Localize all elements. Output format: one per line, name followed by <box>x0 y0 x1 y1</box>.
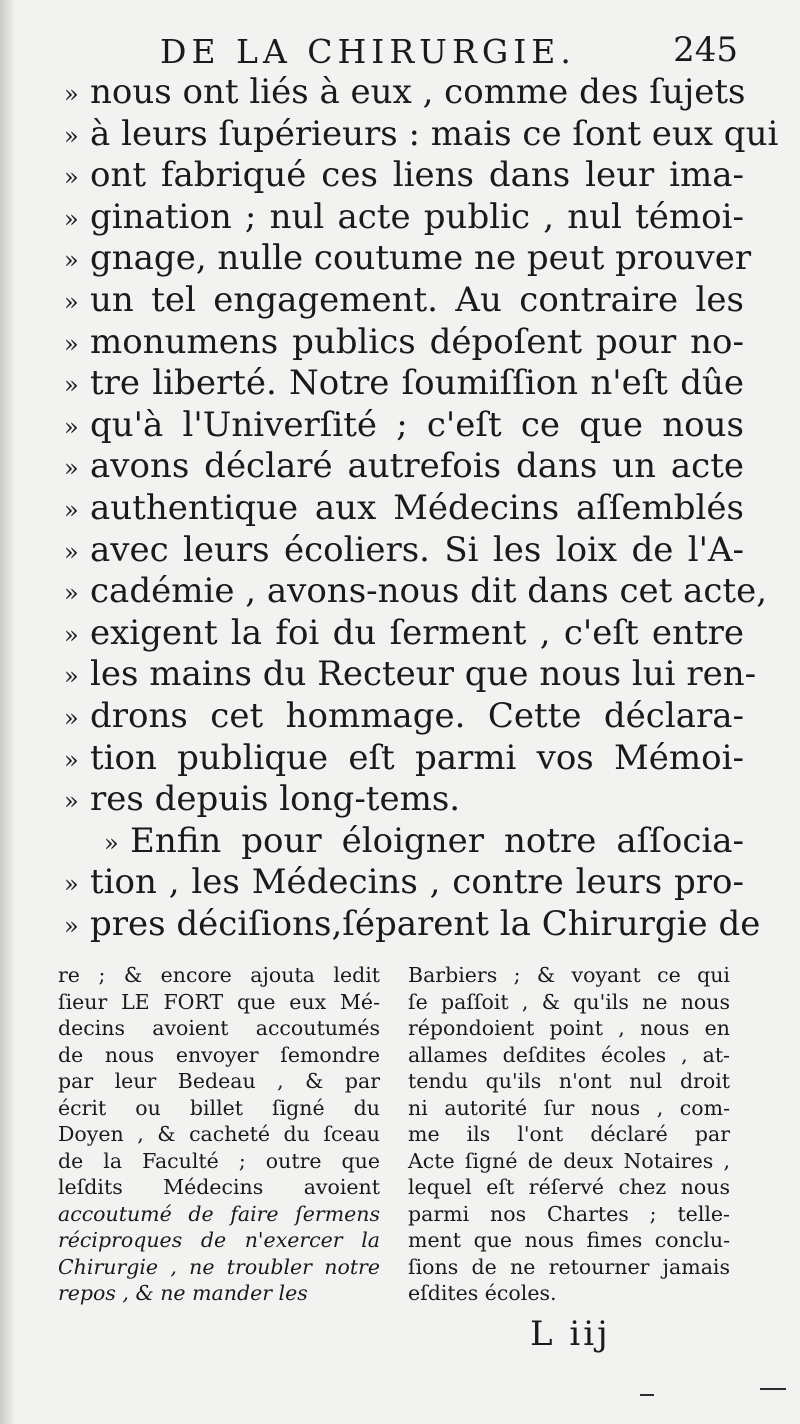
line-text: qu'à l'Univerſité ; c'eſt ce que nous <box>90 404 744 445</box>
line-text: avons déclaré autrefois dans un acte <box>90 446 744 487</box>
quote-mark: » <box>64 454 79 483</box>
text-line <box>64 571 767 613</box>
footnote-line: me ils l'ont déclaré par <box>408 1122 730 1146</box>
quote-mark: » <box>64 745 79 774</box>
footnote-line: re ; & encore ajouta ledit <box>58 963 380 987</box>
line-text: gination ; nul acte public , nul témoi- <box>90 196 744 237</box>
line-text: tion , les Médecins , contre leurs pro- <box>90 862 744 903</box>
main-text-block <box>64 72 779 945</box>
footnote-line: ni autorité ſur nous , com- <box>408 1095 730 1120</box>
page-header <box>160 26 760 76</box>
quote-mark: » <box>64 163 79 192</box>
line-text: tion publique eſt parmi vos Mémoi- <box>90 737 744 778</box>
quote-mark: » <box>64 204 79 233</box>
quote-mark: » <box>64 579 79 608</box>
text-line <box>64 322 744 364</box>
text-line <box>64 363 744 405</box>
page-number: 245 <box>673 30 738 70</box>
line-text: drons cet hommage. Cette déclara- <box>90 695 744 736</box>
footnote-line: de nous envoyer ſemondre <box>58 1042 380 1067</box>
quote-mark: » <box>64 911 79 940</box>
text-line <box>64 903 761 946</box>
line-text: gnage, nulle coutume ne peut prouver <box>90 238 752 279</box>
edge-mark <box>760 1388 786 1390</box>
quote-mark: » <box>104 828 119 857</box>
quote-mark: » <box>64 246 79 275</box>
text-line <box>64 821 744 863</box>
footnote-column-left <box>58 962 380 1307</box>
quote-mark: » <box>64 80 79 108</box>
footnote-line: Chirurgie , ne troubler notre <box>58 1254 380 1279</box>
footnote-line: ſions de ne retourner jamais <box>408 1254 730 1279</box>
line-text: pres déciſions,ſéparent la Chirurgie de <box>90 903 761 944</box>
text-line <box>64 488 744 530</box>
footnote-line: parmi nos Chartes ; telle- <box>408 1201 730 1226</box>
footnote-line: lequel eſt réſervé chez nous <box>408 1175 730 1199</box>
footnote-line: leſdits Médecins avoient <box>58 1175 380 1199</box>
text-line <box>64 696 744 738</box>
running-head: DE LA CHIRURGIE. <box>160 32 576 71</box>
line-text: res depuis long-tems. <box>90 779 461 820</box>
footnote-line: ſieur LE FORT que eux Mé- <box>58 989 380 1014</box>
quote-mark: » <box>64 620 79 649</box>
text-line <box>64 654 757 696</box>
text-line <box>64 280 744 322</box>
text-line <box>64 155 744 197</box>
footnote-line: réciproques de n'exercer la <box>58 1228 380 1252</box>
edge-mark <box>640 1394 654 1396</box>
footnote-line: Barbiers ; & voyant ce qui <box>408 963 730 987</box>
line-text: les mains du Recteur que nous lui ren- <box>90 654 757 695</box>
text-line <box>64 113 779 156</box>
line-text: un tel engagement. Au contraire les <box>90 279 744 320</box>
footnote-line: decins avoient accoutumés <box>58 1016 380 1040</box>
footnote-line: Acte ſigné de deux Notaires , <box>408 1148 730 1173</box>
signature-mark: L iij <box>530 1314 611 1354</box>
page-gutter-shadow <box>0 0 14 1424</box>
quote-mark: » <box>64 287 79 316</box>
line-text: exigent la foi du ſerment , c'eſt entre <box>90 612 744 653</box>
quote-mark: » <box>64 537 79 566</box>
line-text: à leurs ſupérieurs : mais ce ſont eux qui <box>90 113 779 154</box>
footnote-block <box>58 962 744 1322</box>
text-line <box>64 738 744 780</box>
quote-mark: » <box>64 121 79 150</box>
quote-mark: » <box>64 870 79 899</box>
line-text: tre liberté. Notre ſoumiſſion n'eſt dûe <box>90 363 744 404</box>
text-line <box>64 405 744 447</box>
line-text: nous ont liés à eux , comme des ſujets <box>90 72 746 112</box>
footnote-line: répondoient point , nous en <box>408 1016 730 1040</box>
footnote-line: de la Faculté ; outre que <box>58 1148 380 1173</box>
text-line <box>64 779 744 821</box>
text-line <box>64 446 744 488</box>
line-text: authentique aux Médecins aſſemblés <box>90 487 744 528</box>
text-line <box>64 238 752 280</box>
footnote-line: ment que nous fimes conclu- <box>408 1228 730 1252</box>
footnote-line: écrit ou billet ſigné du <box>58 1095 380 1120</box>
line-text: Enfin pour éloigner notre aſſocia- <box>130 820 744 861</box>
quote-mark: » <box>64 662 79 691</box>
quote-mark: » <box>64 787 79 816</box>
footnote-line: repos , & ne mander les <box>58 1281 308 1305</box>
footnote-line: Doyen , & cacheté du ſceau <box>58 1122 380 1146</box>
line-text: monumens publics dépoſent pour no- <box>90 321 744 362</box>
line-text: avec leurs écoliers. Si les loix de l'A- <box>90 529 744 570</box>
text-line <box>64 530 744 572</box>
quote-mark: » <box>64 412 79 441</box>
footnote-column-right <box>408 962 730 1307</box>
footnote-line: allames deſdites écoles , at- <box>408 1042 730 1067</box>
line-text: cadémie , avons-nous dit dans cet acte, <box>90 571 767 612</box>
quote-mark: » <box>64 703 79 732</box>
footnote-line: par leur Bedeau , & par <box>58 1069 380 1093</box>
text-line <box>64 197 744 239</box>
footnote-line: eſdites écoles. <box>408 1281 557 1305</box>
footnote-line: accoutumé de faire ſermens <box>58 1201 380 1226</box>
footnote-line: ſe paſſoit , & qu'ils ne nous <box>408 989 730 1014</box>
text-line <box>64 862 744 904</box>
quote-mark: » <box>64 495 79 524</box>
line-text: ont fabriqué ces liens dans leur ima- <box>90 155 744 196</box>
text-line <box>64 613 744 655</box>
quote-mark: » <box>64 371 79 400</box>
footnote-line: tendu qu'ils n'ont nul droit <box>408 1069 730 1093</box>
quote-mark: » <box>64 329 79 358</box>
text-line <box>64 72 744 114</box>
